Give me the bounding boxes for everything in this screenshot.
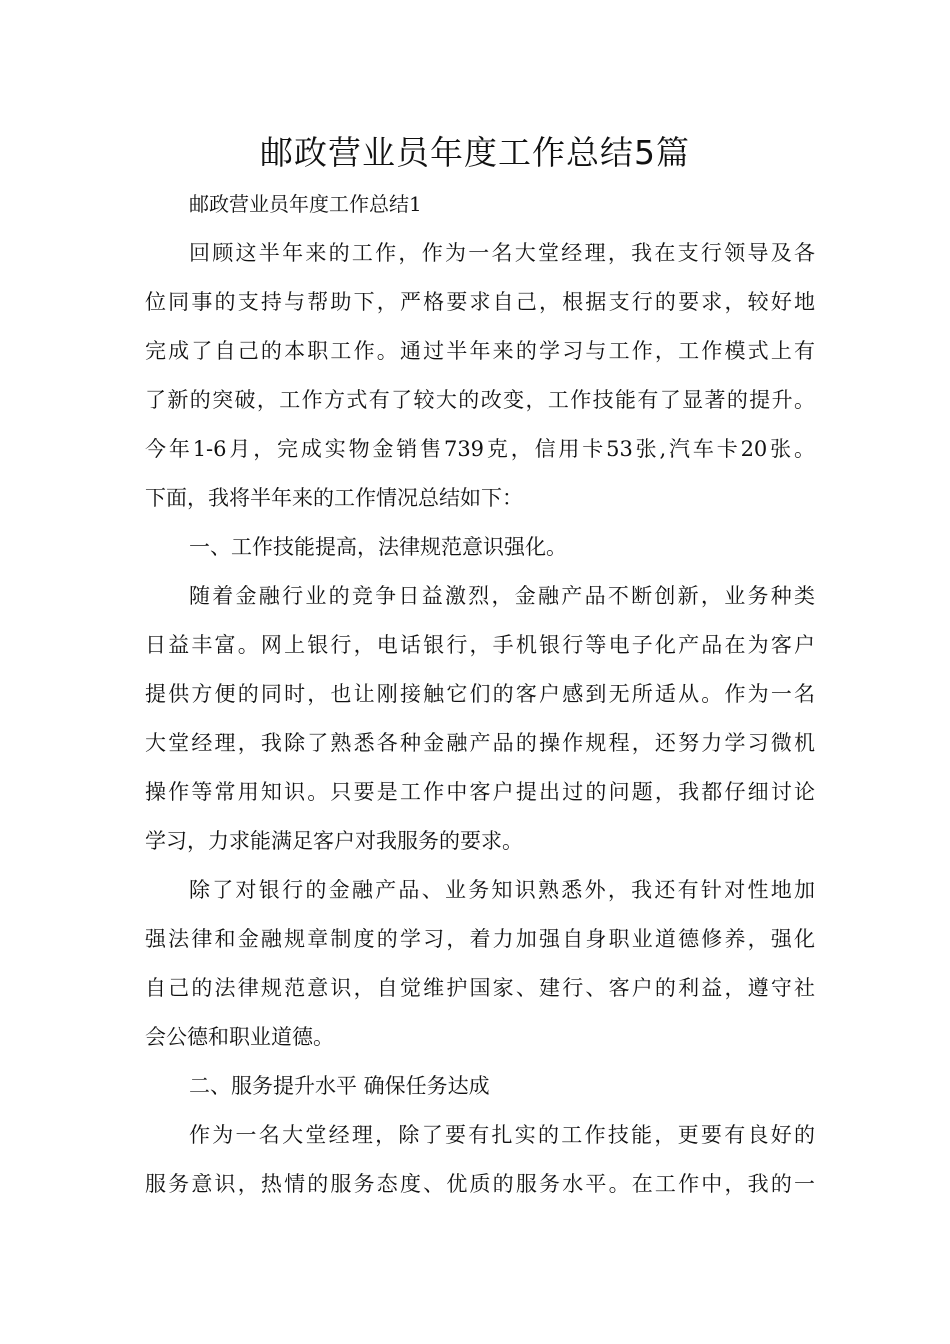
paragraph-line: 作为一名大堂经理，除了要有扎实的工作技能，更要有良好的 [189,1123,815,1147]
section-heading: 二、服务提升水平 确保任务达成 [189,1074,490,1098]
paragraph-line: 提供方便的同时，也让刚接触它们的客户感到无所适从。作为一名 [145,682,815,706]
paragraph-line: 强法律和金融规章制度的学习，着力加强自身职业道德修养，强化 [145,927,815,951]
paragraph-line: 自己的法律规范意识，自觉维护国家、建行、客户的利益，遵守社 [145,976,815,1000]
section-heading: 一、工作技能提高，法律规范意识强化。 [189,535,567,559]
paragraph-line: 会公德和职业道德。 [145,1025,334,1049]
paragraph-line: 回顾这半年来的工作，作为一名大堂经理，我在支行领导及各 [189,241,815,265]
paragraph-line: 今年1-6月，完成实物金销售739克，信用卡53张,汽车卡20张。 [145,437,815,461]
paragraph-line: 操作等常用知识。只要是工作中客户提出过的问题，我都仔细讨论 [145,780,815,804]
paragraph-line: 学习，力求能满足客户对我服务的要求。 [145,829,523,853]
paragraph-line: 日益丰富。网上银行，电话银行，手机银行等电子化产品在为客户 [145,633,815,657]
paragraph-line: 除了对银行的金融产品、业务知识熟悉外，我还有针对性地加 [189,878,815,902]
section-subtitle: 邮政营业员年度工作总结1 [189,192,422,216]
paragraph-line: 随着金融行业的竞争日益激烈，金融产品不断创新，业务种类 [189,584,815,608]
paragraph-line: 了新的突破，工作方式有了较大的改变，工作技能有了显著的提升。 [145,388,815,412]
paragraph-line: 服务意识，热情的服务态度、优质的服务水平。在工作中，我的一 [145,1172,815,1196]
paragraph-line: 位同事的支持与帮助下，严格要求自己，根据支行的要求，较好地 [145,290,815,314]
paragraph-line: 下面，我将半年来的工作情况总结如下： [145,486,523,510]
paragraph-line: 完成了自己的本职工作。通过半年来的学习与工作，工作模式上有 [145,339,815,363]
paragraph-line: 大堂经理，我除了熟悉各种金融产品的操作规程，还努力学习微机 [145,731,815,755]
document-title: 邮政营业员年度工作总结5篇 [260,133,690,172]
document-body [145,180,815,1209]
